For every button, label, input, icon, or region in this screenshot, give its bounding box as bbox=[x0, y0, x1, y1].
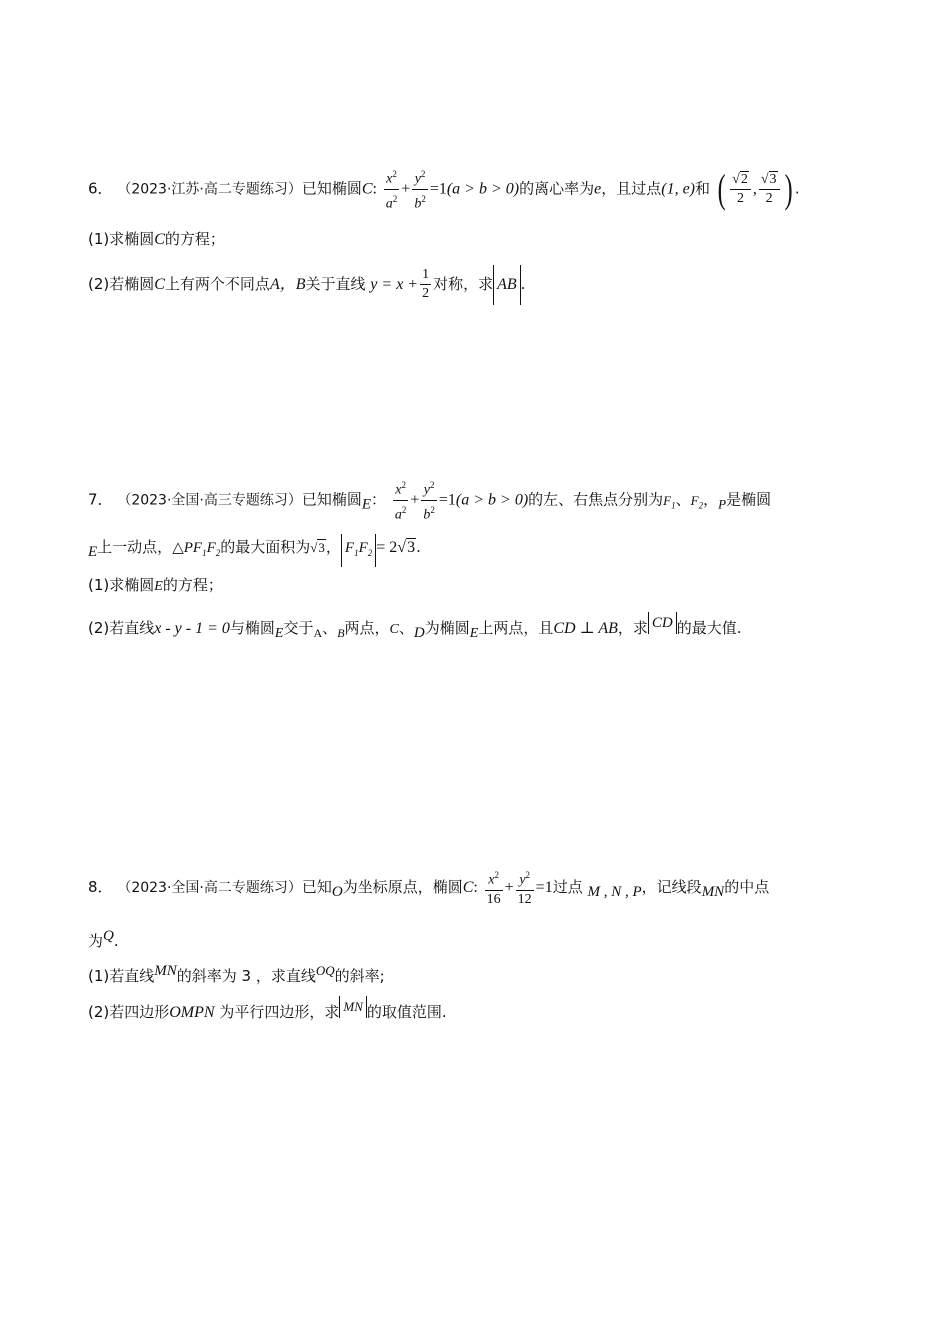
math-abs-mn: MN bbox=[339, 996, 367, 1018]
problem-7-stem bbox=[88, 476, 862, 525]
math-eq: =1 bbox=[429, 180, 447, 198]
exponent: 2 bbox=[421, 193, 426, 204]
problem-source: （2023·全国·高二专题练习） bbox=[117, 879, 302, 896]
exponent: 2 bbox=[525, 870, 531, 880]
question-text: 关于直线 bbox=[305, 275, 366, 293]
subscript: 2 bbox=[698, 500, 704, 511]
math-var: E bbox=[88, 544, 98, 560]
frac-den: 2 bbox=[422, 286, 430, 301]
math-var: F bbox=[663, 492, 672, 508]
question-text: 两点， bbox=[344, 619, 390, 637]
frac-den: 2 bbox=[765, 190, 773, 206]
question-label: (1)求椭圆 bbox=[88, 230, 155, 248]
question-text: 为平行四边形，求 bbox=[219, 1003, 340, 1021]
question-label: (2)若四边形 bbox=[88, 1003, 170, 1021]
exponent: 2 bbox=[430, 504, 435, 515]
math-segment: OQ bbox=[315, 963, 335, 978]
stem-text: 和 bbox=[695, 179, 711, 198]
stem-text: 的最大面积为 bbox=[220, 538, 311, 556]
stem-text: ，且过点 bbox=[601, 179, 662, 198]
frac-den: 16 bbox=[486, 891, 501, 907]
math-var: F bbox=[344, 540, 355, 556]
math-var: E bbox=[361, 496, 372, 513]
question-text: 交于 bbox=[283, 619, 314, 637]
stem-sep: ， bbox=[703, 490, 719, 509]
stem-end: . bbox=[416, 538, 421, 556]
stem-text: 已知 bbox=[301, 877, 332, 896]
question-text: 的斜率; bbox=[334, 967, 385, 985]
problem-7-q2 bbox=[88, 612, 862, 645]
math-abs-ab: AB bbox=[493, 265, 521, 305]
fraction-x2-a2 bbox=[393, 476, 409, 524]
frac-den: b bbox=[423, 507, 431, 523]
question-text: ，求直线 bbox=[255, 967, 316, 985]
stem-end: . bbox=[794, 179, 800, 198]
fraction-y2-b2 bbox=[412, 165, 428, 213]
fraction-y2-12 bbox=[516, 866, 534, 909]
math-line-eq: y = x + bbox=[370, 276, 419, 293]
frac-den: a bbox=[394, 507, 402, 523]
math-var: C bbox=[462, 878, 474, 896]
math-var: Q bbox=[103, 928, 114, 944]
math-point: (1, e) bbox=[661, 180, 695, 198]
math-comma: , bbox=[752, 180, 757, 198]
question-label: (1)求椭圆 bbox=[88, 576, 155, 594]
exponent: 2 bbox=[494, 870, 499, 880]
question-text: 对称，求 bbox=[433, 275, 494, 293]
frac-num: x bbox=[488, 872, 495, 888]
math-points: A，B bbox=[269, 276, 306, 293]
question-end: . bbox=[520, 275, 526, 293]
radicand: 3 bbox=[318, 540, 325, 555]
subscript: 1 bbox=[671, 500, 676, 511]
exponent: 2 bbox=[429, 480, 435, 490]
exponent: 2 bbox=[401, 480, 406, 490]
question-label: (2)若椭圆 bbox=[88, 275, 155, 293]
math-var: P bbox=[718, 496, 727, 512]
question-text: 的最大值. bbox=[676, 619, 742, 637]
stem-text: 为坐标原点，椭圆 bbox=[342, 877, 463, 896]
math-var: A bbox=[313, 626, 323, 640]
stem-text: 已知椭圆 bbox=[301, 490, 362, 509]
math-plus: + bbox=[401, 180, 411, 198]
math-eq: =1 bbox=[438, 491, 456, 509]
question-text: 上两点，且 bbox=[478, 619, 554, 637]
problem-8-stem bbox=[88, 866, 862, 912]
frac-num: y bbox=[414, 171, 421, 187]
frac-num: x bbox=[395, 482, 402, 498]
math-points: M , N , P bbox=[587, 883, 642, 900]
math-condition: (a > b > 0) bbox=[455, 491, 529, 509]
math-plus: + bbox=[504, 878, 514, 896]
frac-num: y bbox=[519, 872, 526, 888]
question-text: 的方程； bbox=[162, 576, 223, 594]
stem-colon: ： bbox=[371, 490, 387, 509]
math-colon: : bbox=[372, 180, 377, 198]
problem-7-q1 bbox=[88, 574, 862, 598]
frac-den: 12 bbox=[517, 891, 532, 907]
question-text: 与椭圆 bbox=[229, 619, 275, 637]
stem-end: . bbox=[113, 932, 119, 950]
problem-8-stem-line2 bbox=[88, 925, 862, 952]
math-var: D bbox=[413, 625, 425, 641]
stem-text: 已知椭圆 bbox=[301, 179, 362, 198]
question-text: 的斜率为 bbox=[176, 967, 237, 985]
stem-sep: 、 bbox=[398, 619, 414, 637]
math-var: e bbox=[594, 180, 602, 198]
problem-6-stem bbox=[88, 165, 862, 213]
problem-6-q2 bbox=[88, 264, 862, 305]
math-line-eq: x - y - 1 = 0 bbox=[154, 620, 230, 637]
math-var: C bbox=[154, 231, 165, 248]
fraction-x2-a2 bbox=[384, 165, 400, 213]
stem-text: 为 bbox=[88, 932, 104, 950]
stem-text: 上一动点， bbox=[97, 538, 173, 556]
question-text: 的方程； bbox=[164, 230, 225, 248]
stem-text: 的中点 bbox=[724, 877, 770, 896]
fraction-half bbox=[420, 266, 431, 303]
stem-text: 的左、右焦点分别为 bbox=[528, 490, 664, 509]
frac-num: x bbox=[386, 171, 393, 187]
math-var: C bbox=[154, 276, 165, 293]
stem-text: 是椭圆 bbox=[726, 490, 772, 509]
math-quadrilateral: OMPN bbox=[169, 1004, 215, 1021]
frac-den: b bbox=[414, 196, 422, 212]
subscript: 1 bbox=[354, 548, 359, 558]
radicand: 3 bbox=[407, 539, 416, 556]
stem-text: 过点 bbox=[552, 877, 583, 896]
problem-7-stem-line2: $_E$上一动点，$\triangle PF_1F_2$的最大面积为√3， $F_1F_2 = 2√3$. bbox=[88, 533, 862, 567]
stem-text: ，记线段 bbox=[641, 877, 702, 896]
radicand: 3 bbox=[769, 171, 777, 187]
frac-den: 2 bbox=[736, 190, 744, 206]
problem-8-q1 bbox=[88, 960, 862, 987]
problem-number: 7． bbox=[88, 490, 113, 509]
subscript: 1 bbox=[202, 548, 207, 558]
math-colon: : bbox=[473, 878, 478, 896]
math-segment: MN bbox=[154, 963, 177, 979]
math-var: F bbox=[358, 540, 368, 556]
frac-num: y bbox=[423, 482, 430, 498]
radicand: 2 bbox=[740, 171, 748, 187]
math-eq: = 2 bbox=[376, 539, 398, 556]
math-var: C bbox=[389, 622, 399, 637]
math-abs-cd: CD bbox=[648, 612, 677, 634]
math-condition: (a > b > 0) bbox=[446, 180, 520, 198]
paren-right: ) bbox=[784, 166, 793, 212]
problem-8-q2 bbox=[88, 996, 862, 1024]
math-var: B bbox=[337, 626, 345, 640]
fraction-sqrt2-2: $\frac{√2}{2}$ bbox=[730, 171, 751, 208]
math-eq: =1 bbox=[535, 878, 553, 896]
exponent: 2 bbox=[392, 169, 397, 179]
math-var: C bbox=[361, 180, 373, 198]
problem-source: （2023·全国·高三专题练习） bbox=[117, 492, 302, 509]
math-var: E bbox=[274, 626, 284, 641]
math-number: 3 bbox=[241, 967, 252, 985]
stem-text: 的离心率为 bbox=[519, 179, 595, 198]
problem-number: 8． bbox=[88, 877, 113, 896]
paren-left: ( bbox=[717, 166, 726, 212]
question-label: (1)若直线 bbox=[88, 967, 155, 985]
stem-sep: ， bbox=[325, 538, 341, 556]
stem-sep: 、 bbox=[675, 490, 691, 509]
stem-sep: 、 bbox=[322, 619, 338, 637]
math-segment: MN bbox=[701, 883, 725, 900]
math-triangle: △PF bbox=[172, 540, 203, 556]
question-label: (2)若直线 bbox=[88, 619, 155, 637]
question-text: 上有两个不同点 bbox=[164, 275, 270, 293]
math-var: F bbox=[690, 492, 699, 508]
math-var: O bbox=[331, 883, 343, 900]
math-perp: CD ⊥ AB bbox=[553, 620, 618, 637]
problem-source: （2023·江苏·高二专题练习） bbox=[117, 181, 302, 198]
fraction-y2-b2 bbox=[421, 476, 437, 524]
exponent: 2 bbox=[401, 504, 407, 515]
math-plus: + bbox=[410, 491, 420, 509]
exponent: 2 bbox=[392, 193, 398, 204]
problem-number: 6． bbox=[88, 179, 113, 198]
math-var: E bbox=[154, 579, 163, 594]
subscript: 2 bbox=[215, 548, 221, 558]
frac-den: a bbox=[385, 196, 393, 212]
question-text: 的取值范围. bbox=[366, 1003, 447, 1021]
frac-num: 1 bbox=[420, 266, 431, 285]
subscript: 2 bbox=[367, 548, 373, 558]
question-text: ，求 bbox=[617, 619, 648, 637]
exponent: 2 bbox=[420, 169, 426, 179]
fraction-sqrt3-2: $\frac{√3}{2}$ bbox=[759, 171, 780, 208]
question-text: 为椭圆 bbox=[424, 619, 470, 637]
fraction-x2-16 bbox=[485, 866, 503, 909]
math-var: E bbox=[469, 626, 479, 641]
problem-6-q1 bbox=[88, 228, 862, 251]
math-var: F bbox=[206, 540, 216, 556]
